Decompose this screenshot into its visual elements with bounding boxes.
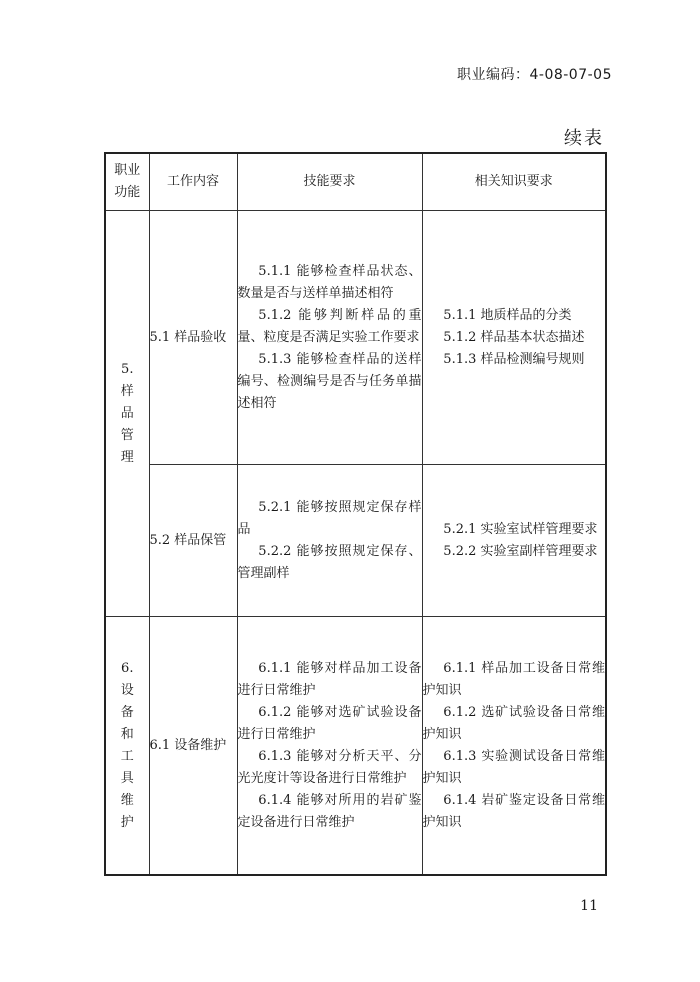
table-row (105, 211, 606, 465)
skill-item: 5.1.2 能够判断样品的重量、粒度是否满足实验工作要求 (237, 307, 422, 345)
work-content: 5.1 样品验收 (149, 329, 227, 345)
work-content: 5.2 样品保管 (149, 532, 227, 548)
work-content-cell (149, 617, 237, 876)
skill-item: 5.1.3 能够检查样品的送样编号、检测编号是否与任务单描述相符 (237, 351, 422, 411)
function-cell-6 (105, 617, 149, 876)
page-number: 11 (580, 898, 598, 914)
skill-item: 6.1.3 能够对分析天平、分光光度计等设备进行日常维护 (237, 748, 422, 786)
knowledge-item: 5.1.1 地质样品的分类 (443, 307, 572, 323)
skills-cell (237, 211, 422, 465)
skill-item: 6.1.2 能够对选矿试验设备进行日常维护 (237, 704, 422, 742)
skill-item: 5.2.2 能够按照规定保存、管理副样 (237, 543, 422, 581)
column-header-knowledge: 相关知识要求 (422, 153, 606, 211)
table-row (105, 465, 606, 617)
knowledge-item: 5.1.2 样品基本状态描述 (443, 329, 585, 345)
knowledge-cell (422, 211, 606, 465)
column-header-function-line2: 功能 (114, 185, 141, 200)
knowledge-item: 6.1.2 选矿试验设备日常维护知识 (422, 704, 605, 742)
knowledge-item: 6.1.4 岩矿鉴定设备日常维护知识 (422, 792, 605, 830)
knowledge-item: 5.2.1 实验室试样管理要求 (443, 521, 598, 537)
work-content-cell (149, 465, 237, 617)
column-header-function-line1: 职业 (114, 163, 141, 178)
continued-label: 续表 (564, 128, 604, 149)
work-content-cell (149, 211, 237, 465)
skill-item: 6.1.4 能够对所用的岩矿鉴定设备进行日常维护 (237, 792, 422, 830)
knowledge-cell (422, 465, 606, 617)
function-number: 5. (121, 361, 134, 377)
knowledge-item: 5.1.3 样品检测编号规则 (443, 351, 585, 367)
column-header-content: 工作内容 (149, 153, 237, 211)
skill-item: 5.2.1 能够按照规定保存样品 (237, 499, 422, 537)
skill-requirements-table (104, 152, 607, 876)
skills-cell (237, 465, 422, 617)
table-header-row (105, 153, 606, 211)
skills-cell (237, 617, 422, 876)
function-number: 6. (121, 660, 134, 676)
work-content: 6.1 设备维护 (149, 737, 227, 753)
column-header-skills: 技能要求 (237, 153, 422, 211)
knowledge-cell (422, 617, 606, 876)
function-cell-5 (105, 211, 149, 617)
skill-item: 6.1.1 能够对样品加工设备进行日常维护 (237, 660, 422, 698)
knowledge-item: 5.2.2 实验室副样管理要求 (443, 543, 598, 559)
table-row (105, 617, 606, 876)
function-name: 设备和工具维护 (120, 682, 134, 830)
occupation-code: 职业编码：4-08-07-05 (456, 67, 612, 83)
column-header-function (105, 153, 149, 211)
skill-item: 5.1.1 能够检查样品状态、数量是否与送样单描述相符 (237, 263, 422, 301)
function-name: 样品管理 (120, 383, 134, 465)
knowledge-item: 6.1.3 实验测试设备日常维护知识 (422, 748, 605, 786)
knowledge-item: 6.1.1 样品加工设备日常维护知识 (422, 660, 605, 698)
